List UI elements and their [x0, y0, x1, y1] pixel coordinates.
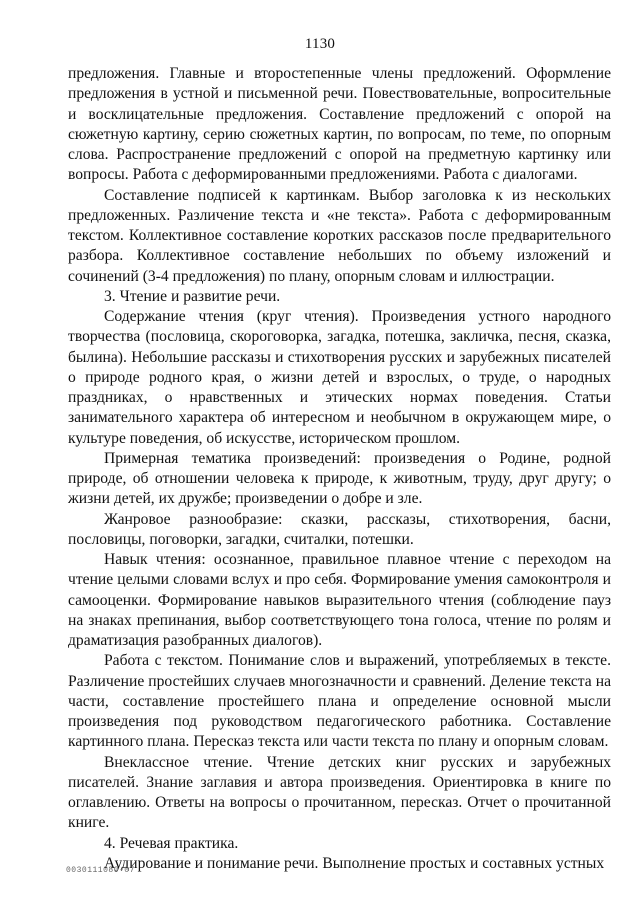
- paragraph: Работа с текстом. Понимание слов и выражений, употребляемых в тексте. Различение простейших случаев многозначности и сравнений. Деление текста на части, составление простейшего плана и определение основной мысли произведения под руководством педагогического работника. Составление картинного плана. Пересказ текста или части текста по плану и опорным словам.: [68, 652, 611, 751]
- paragraph: Навык чтения: осознанное, правильное плавное чтение с переходом на чтение целыми словами вслух и про себя. Формирование умения самоконтроля и самооценки. Формирование навыков выразительного чтения (соблюдение пауз на знаках препинания, выбор соответствующего тона голоса, чтение по ролям и драматизация разобранных диалогов).: [68, 551, 611, 649]
- footer-document-code: 0030111080-07: [66, 866, 135, 875]
- paragraph: Аудирование и понимание речи. Выполнение простых и составных устных: [104, 854, 605, 872]
- paragraph: Жанровое разнообразие: сказки, рассказы, стихотворения, басни, пословицы, поговорки, загадки, считалки, потешки.: [68, 510, 611, 548]
- paragraph: Составление подписей к картинкам. Выбор заголовка к из нескольких предложенных. Различение текста и «не текста». Работа с деформированным текстом. Коллективное составление коротких рассказов после предварительного разбора. Коллективное составление небольших по объему изложений и сочинений (3-4 предложения) по плану, опорным словам и иллюстрации.: [68, 186, 611, 285]
- paragraph: Примерная тематика произведений: произведения о Родине, родной природе, об отношении человека к природе, к животным, труду, друг другу; о жизни детей, их дружбе; произведении о добре и зле.: [68, 449, 611, 508]
- paragraph-continuation: предложения. Главные и второстепенные члены предложений. Оформление предложения в устной и письменной речи. Повествовательные, вопросительные и восклицательные предложения. Составление предложений с опорой на сюжетную картину, серию сюжетных картин, по вопросам, по теме, по опорным слова. Распространение предложений с опорой на предметную картинку или вопросы. Работа с деформированными предложениями. Работа с диалогами.: [68, 65, 611, 184]
- paragraph: Внеклассное чтение. Чтение детских книг русских и зарубежных писателей. Знание заглавия и автора произведения. Ориентировка в книге по оглавлению. Ответы на вопросы о прочитанном, пересказ. Отчет о прочитанной книге.: [68, 753, 611, 832]
- section-heading-speech-practice: 4. Речевая практика.: [104, 834, 239, 852]
- document-body: [68, 64, 611, 874]
- paragraph: Содержание чтения (круг чтения). Произведения устного народного творчества (пословица, скороговорка, загадка, потешка, закличка, песня, сказка, былина). Небольшие рассказы и стихотворения русских и зарубежных писателей о природе родного края, о жизни детей и взрослых, о труде, о народных праздниках, о нравственных и этических нормах поведения. Статьи занимательного характера об интересном и необычном в окружающем мире, о культуре поведения, об искусстве, историческом прошлом.: [68, 308, 611, 447]
- section-heading-reading: 3. Чтение и развитие речи.: [104, 287, 281, 305]
- page-number: 1130: [304, 36, 336, 52]
